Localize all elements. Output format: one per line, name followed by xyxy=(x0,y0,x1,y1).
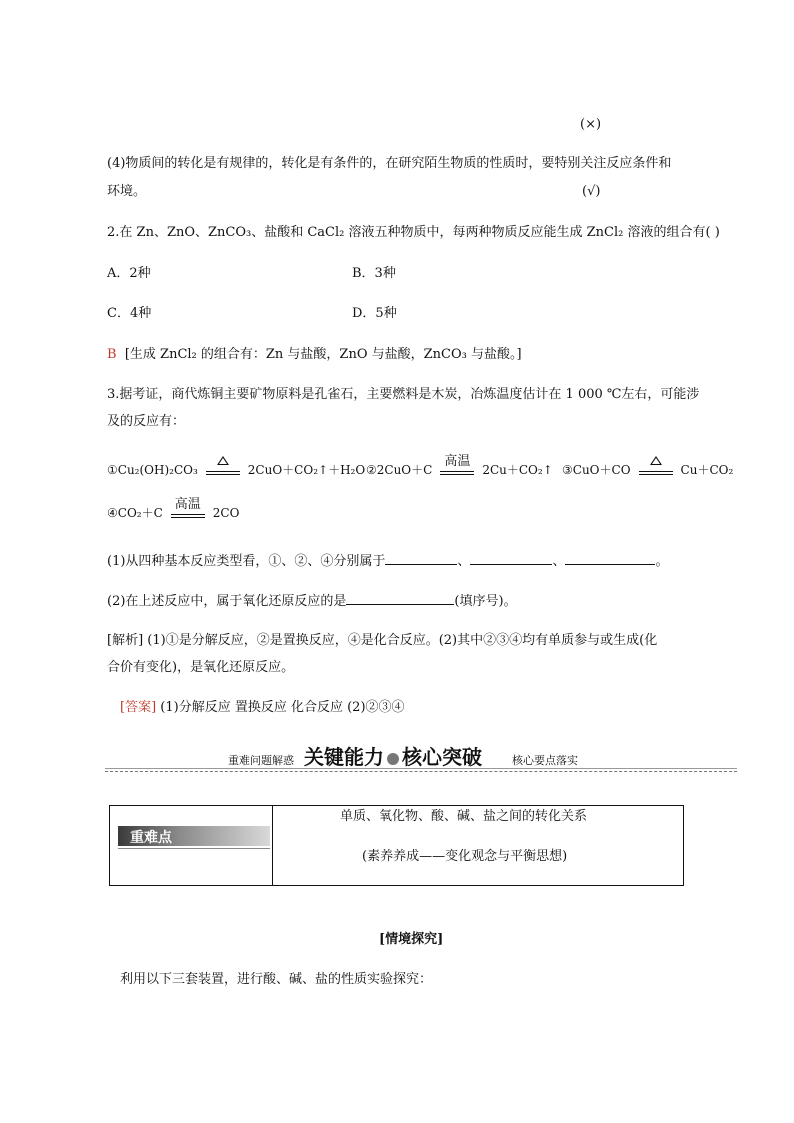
triangle-icon xyxy=(650,456,662,465)
keypoint-badge: 重难点 xyxy=(118,826,270,846)
answer-tag: [答案] xyxy=(120,700,157,715)
reaction-2-left: ②2CuO＋C xyxy=(366,463,433,477)
reaction-4 xyxy=(107,497,240,522)
analysis-tag: [解析] xyxy=(107,633,144,648)
q1-part3-mark: (×) xyxy=(580,117,602,132)
banner-left: 重难问题解惑 xyxy=(228,754,294,767)
q2-option-b: B．3种 xyxy=(352,266,396,281)
keypoint-title: 单质、氧化物、酸、碱、盐之间的转化关系 xyxy=(340,809,588,824)
q3-sub1-text: (1)从四种基本反应类型看，①、②、④分别属于 xyxy=(107,554,386,569)
arrow-circle-icon xyxy=(387,753,399,765)
heat-condition xyxy=(204,461,242,479)
q3-sub2-text: (2)在上述反应中，属于氧化还原反应的是 xyxy=(107,594,347,609)
reaction-3-right: Cu＋CO₂ xyxy=(680,463,734,477)
reaction-3-left: ③CuO＋CO xyxy=(562,463,631,477)
banner-right: 核心要点落实 xyxy=(512,754,578,767)
reaction-2-right: 2Cu＋CO₂↑ xyxy=(482,463,553,477)
reaction-4-right: 2CO xyxy=(212,506,240,520)
q2-option-d: D．5种 xyxy=(352,306,397,321)
keypoint-box xyxy=(109,805,684,886)
scenario-intro: 利用以下三套装置，进行酸、碱、盐的性质实验探究： xyxy=(120,972,433,987)
q3-stem-line1: 3.据考证，商代炼铜主要矿物原料是孔雀石，主要燃料是木炭，冶炼温度估计在 1 000 ℃左右，可能涉 xyxy=(107,387,700,402)
scenario-tag: [情境探究] xyxy=(379,932,444,947)
q2-stem: 2.在 Zn、ZnO、ZnCO₃、盐酸和 CaCl₂ 溶液五种物质中，每两种物质反应能生成 ZnCl₂ 溶液的组合有( ) xyxy=(107,225,720,240)
answer-blank[interactable] xyxy=(346,592,454,605)
q3-sub1: (1)从四种基本反应类型看，①、②、④分别属于 、 、 。 xyxy=(107,554,669,569)
keypoint-subtitle: (素养养成——变化观念与平衡思想) xyxy=(362,849,568,864)
high-temp-condition: 高温 xyxy=(438,461,476,479)
reaction-1-right: 2CuO＋CO₂↑＋H₂O xyxy=(247,463,366,477)
reaction-1-left: ①Cu₂(OH)₂CO₃ xyxy=(107,463,198,477)
q1-part4-mark: (√) xyxy=(582,184,601,199)
high-temp-condition: 高温 xyxy=(169,504,207,522)
reaction-1 xyxy=(107,461,365,479)
banner-rule-dashed xyxy=(105,771,737,772)
reaction-3 xyxy=(562,461,733,479)
q3-analysis-line1 xyxy=(107,632,657,650)
q3-analysis-line2: 合价有变化)，是氧化还原反应。 xyxy=(107,660,295,675)
q2-option-c: C．4种 xyxy=(107,306,152,321)
reaction-4-left: ④CO₂＋C xyxy=(107,506,163,520)
q2-explanation: [生成 ZnCl₂ 的组合有：Zn 与盐酸，ZnO 与盐酸，ZnCO₃ 与盐酸。] xyxy=(124,347,522,362)
answer-text: (1)分解反应 置换反应 化合反应 (2)②③④ xyxy=(156,700,405,715)
q2-answer xyxy=(107,346,522,364)
banner-rule xyxy=(105,768,737,769)
reaction-2 xyxy=(366,454,553,479)
answer-blank[interactable] xyxy=(565,552,655,565)
q1-part4-line2: 环境。 xyxy=(107,184,147,199)
triangle-icon xyxy=(217,456,229,465)
answer-blank[interactable] xyxy=(470,552,552,565)
q2-option-a: A．2种 xyxy=(107,266,151,281)
heat-condition xyxy=(637,461,675,479)
q3-answer xyxy=(120,699,405,717)
banner-title-a: 关键能力 xyxy=(304,745,384,769)
banner-title xyxy=(304,744,482,770)
answer-blank[interactable] xyxy=(385,552,457,565)
q3-sub2: (2)在上述反应中，属于氧化还原反应的是 (填序号)。 xyxy=(107,594,517,609)
banner-title-b: 核心突破 xyxy=(402,745,482,769)
analysis-text-1: (1)①是分解反应，②是置换反应，④是化合反应。(2)其中②③④均有单质参与或生成(化 xyxy=(143,633,658,648)
q2-answer-letter: B xyxy=(107,347,117,362)
q1-part4-line1: (4)物质间的转化是有规律的，转化是有条件的，在研究陌生物质的性质时，要特别关注反应条件和 xyxy=(107,156,672,171)
q3-stem-line2: 及的反应有： xyxy=(107,414,186,429)
